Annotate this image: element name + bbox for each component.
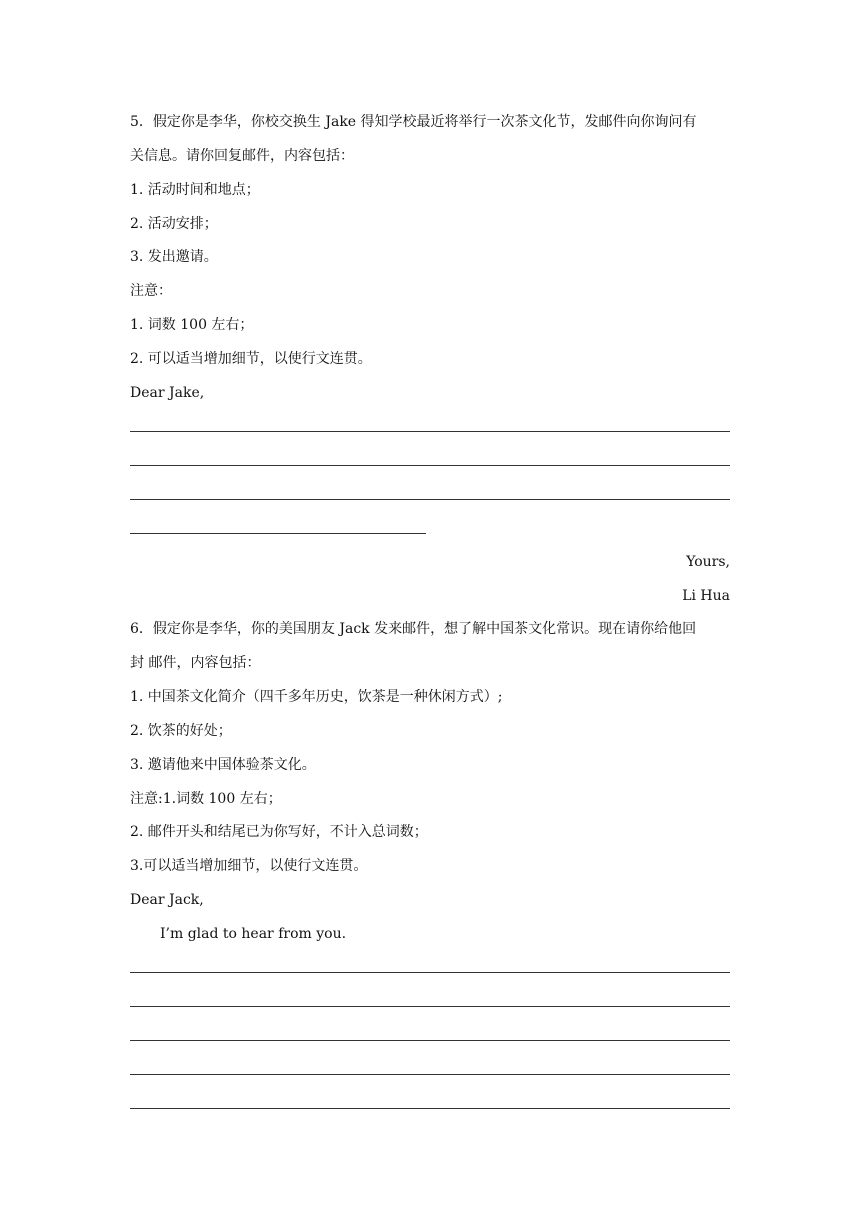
q5-answer-line-3 [130, 499, 730, 500]
q5-prompt-line-1: 5．假定你是李华，你校交换生 Jake 得知学校最近将举行一次茶文化节，发邮件向你询问有 [130, 114, 697, 130]
q5-note-1: 1. 词数 100 左右； [130, 317, 254, 333]
q6-answer-line-2 [130, 1006, 730, 1007]
q6-salutation: Dear Jack, [130, 892, 204, 908]
q6-note-1: 注意:1.词数 100 左右； [130, 791, 282, 807]
q5-answer-line-1 [130, 431, 730, 432]
q5-closing: Yours, [686, 554, 730, 570]
q6-answer-line-1 [130, 972, 730, 973]
q6-point-2: 2. 饮茶的好处； [130, 723, 232, 739]
q5-notes-label: 注意： [130, 283, 172, 299]
q6-point-1: 1. 中国茶文化简介（四千多年历史，饮茶是一种休闲方式）; [130, 689, 503, 705]
q6-answer-line-4 [130, 1074, 730, 1075]
q6-answer-line-3 [130, 1040, 730, 1041]
q5-signature: Li Hua [682, 588, 730, 604]
q6-prompt-line-1: 6．假定你是李华，你的美国朋友 Jack 发来邮件，想了解中国茶文化常识。现在请你给他回 [130, 621, 697, 637]
q5-point-3: 3. 发出邀请。 [130, 249, 218, 265]
q6-note-2: 2. 邮件开头和结尾已为你写好，不计入总词数； [130, 824, 428, 840]
q5-prompt-line-2: 关信息。请你回复邮件，内容包括： [130, 148, 354, 164]
q5-point-1: 1. 活动时间和地点； [130, 182, 260, 198]
q6-opening-line: I’m glad to hear from you. [160, 926, 347, 942]
q6-prompt-line-2: 封 邮件，内容包括： [130, 655, 261, 671]
q5-answer-line-4 [130, 533, 426, 534]
q6-answer-line-5 [130, 1108, 730, 1109]
q5-point-2: 2. 活动安排； [130, 216, 218, 232]
q6-note-3: 3.可以适当增加细节，以使行文连贯。 [130, 858, 368, 874]
q5-salutation: Dear Jake, [130, 385, 205, 401]
q6-point-3: 3. 邀请他来中国体验茶文化。 [130, 757, 316, 773]
q5-note-2: 2. 可以适当增加细节，以使行文连贯。 [130, 351, 372, 367]
q5-answer-line-2 [130, 465, 730, 466]
